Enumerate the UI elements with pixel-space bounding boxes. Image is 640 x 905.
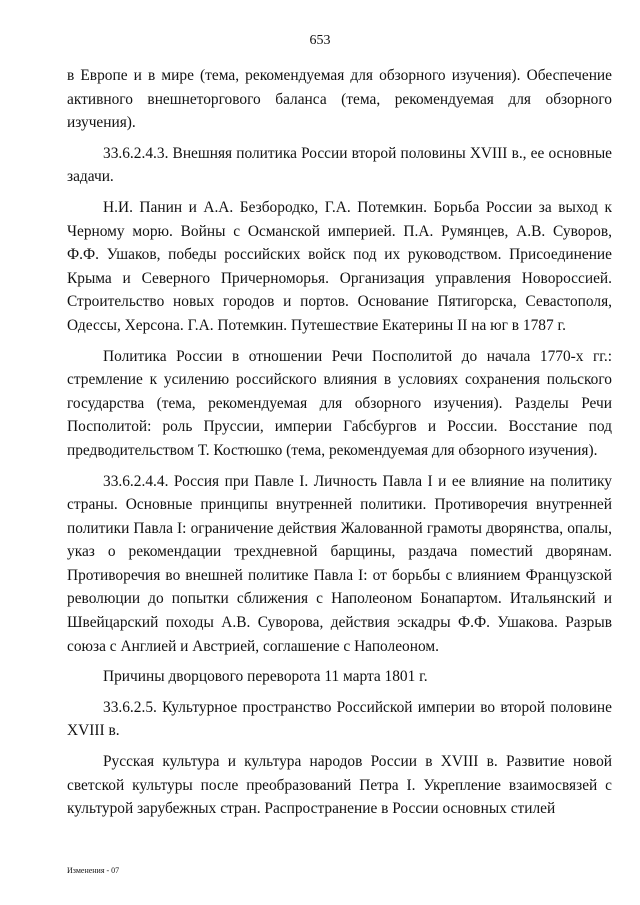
footer-revision-note: Изменения - 07 — [67, 866, 120, 875]
page-number: 653 — [309, 33, 331, 48]
paragraph-continuation: в Европе и в мире (тема, рекомендуемая для обзорного изучения). Обеспечение активного внешнеторгового баланса (тема, рекомендуемая для обзорного изучения). — [67, 67, 612, 132]
document-body — [67, 64, 612, 828]
paragraph-palace-coup: Причины дворцового переворота 11 марта 1801 г. — [103, 668, 428, 686]
paragraph-rzeczpospolita: Политика России в отношении Речи Посполитой до начала 1770-х гг.: стремление к усилению российского влияния в условиях сохранения польского государства (тема, рекомендуемая для обзорного изучения). Разделы Речи Посполитой: роль Пруссии, империи Габсбургов и России. Восстание под предводительством Т. Костюшко (тема, рекомендуемая для обзорного изучения). — [67, 347, 612, 459]
section-heading-33-6-2-5: 33.6.2.5. Культурное пространство Российской империи во второй половине XVIII в. — [67, 698, 612, 740]
section-heading-33-6-2-4-4: 33.6.2.4.4. Россия при Павле I. Личность Павла I и ее влияние на политику страны. Основные принципы внутренней политики. Противоречия внутренней политики Павла I: ограничение действия Жалованной грамоты дворянства, опалы, указ о рекомендации трехдневной барщины, раздача поместий дворянам. Противоречия во внешней политике Павла I: от борьбы с влиянием Французской революции до попытки сближения с Наполеоном Бонапартом. Итальянский и Швейцарский походы А.В. Суворова, действия эскадры Ф.Ф. Ушакова. Разрыв союза с Англией и Австрией, соглашение с Наполеоном. — [67, 472, 612, 655]
paragraph-black-sea: Н.И. Панин и А.А. Безбородко, Г.А. Потемкин. Борьба России за выход к Черному морю. Войны с Османской империей. П.А. Румянцев, А.В. Суворов, Ф.Ф. Ушаков, победы российских войск под их руководством. Присоединение Крыма и Северного Причерноморья. Организация управления Новороссией. Строительство новых городов и портов. Основание Пятигорска, Севастополя, Одессы, Херсона. Г.А. Потемкин. Путешествие Екатерины II на юг в 1787 г. — [67, 198, 612, 334]
section-heading-33-6-2-4-3: 33.6.2.4.3. Внешняя политика России второй половины XVIII в., ее основные задачи. — [67, 144, 612, 186]
paragraph-russian-culture: Русская культура и культура народов России в XVIII в. Развитие новой светской культуры после преобразований Петра I. Укрепление взаимосвязей с культурой зарубежных стран. Распространение в России основных стилей — [67, 753, 612, 818]
